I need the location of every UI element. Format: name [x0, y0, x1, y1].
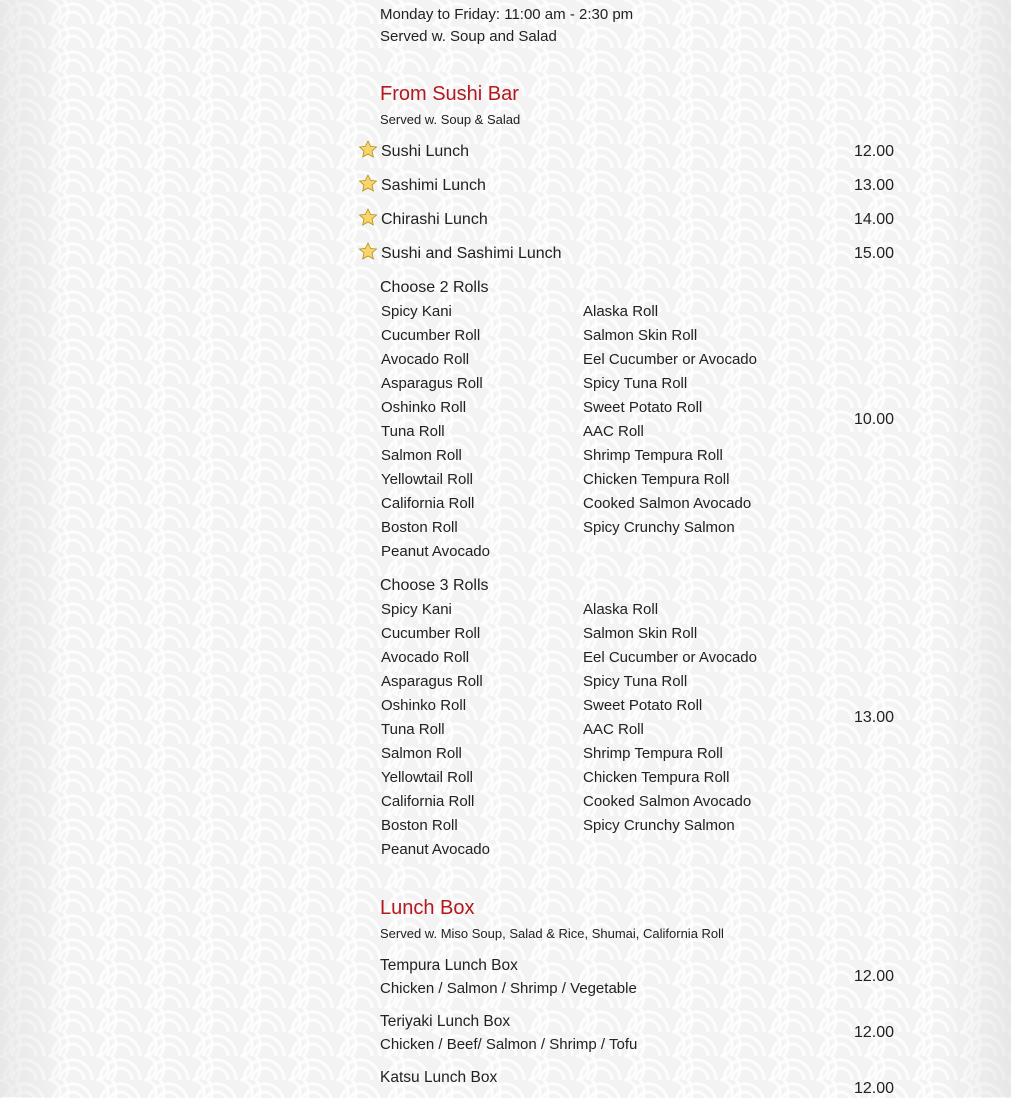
roll-option: Cooked Salmon Avocado — [583, 495, 752, 512]
roll-option: Chicken Tempura Roll — [583, 471, 730, 488]
roll-option: Chicken Tempura Roll — [583, 769, 730, 786]
roll-option: Shrimp Tempura Roll — [583, 447, 723, 464]
star-icon — [358, 208, 378, 226]
roll-option: Avocado Roll — [381, 351, 470, 368]
roll-option: Boston Roll — [381, 817, 458, 834]
roll-option: Oshinko Roll — [381, 399, 467, 416]
roll-option: Salmon Skin Roll — [583, 327, 698, 344]
roll-option: Shrimp Tempura Roll — [583, 745, 723, 762]
roll-group-price: 10.00 — [854, 411, 895, 428]
lunch-box-price: 12.00 — [854, 968, 895, 985]
roll-option: Spicy Kani — [381, 601, 452, 618]
menu-item-price: 12.00 — [854, 143, 895, 160]
roll-option: California Roll — [381, 495, 475, 512]
left-edge-shade — [0, 0, 70, 1097]
lunch-box-name: Teriyaki Lunch Box — [380, 1013, 511, 1030]
section-subtitle-lunch-box: Served w. Miso Soup, Salad & Rice, Shumai, California Roll — [380, 926, 724, 941]
roll-option: Avocado Roll — [381, 649, 470, 666]
lunch-box-name: Tempura Lunch Box — [380, 957, 518, 974]
menu-item-price: 15.00 — [854, 245, 895, 262]
roll-option: Spicy Tuna Roll — [583, 375, 688, 392]
served-with-line: Served w. Soup and Salad — [380, 28, 557, 45]
right-edge-shade — [941, 0, 1011, 1097]
roll-option: Peanut Avocado — [381, 543, 490, 560]
roll-option: Tuna Roll — [381, 423, 445, 440]
roll-option: Tuna Roll — [381, 721, 445, 738]
menu-item-price: 14.00 — [854, 211, 895, 228]
roll-option: Salmon Roll — [381, 447, 462, 464]
lunch-box-desc: Chicken / Beef/ Salmon / Shrimp / Tofu — [380, 1036, 638, 1053]
section-title-sushi-bar: From Sushi Bar — [380, 83, 519, 105]
menu-item-name: Sushi and Sashimi Lunch — [381, 245, 562, 262]
lunch-box-price: 12.00 — [854, 1080, 895, 1097]
star-icon — [358, 140, 378, 158]
star-icon — [358, 174, 378, 192]
roll-option: Salmon Skin Roll — [583, 625, 698, 642]
roll-option: Eel Cucumber or Avocado — [583, 649, 757, 666]
section-title-lunch-box: Lunch Box — [380, 897, 475, 919]
section-subtitle-sushi-bar: Served w. Soup & Salad — [380, 112, 521, 127]
roll-option: AAC Roll — [583, 721, 644, 738]
roll-option: Spicy Tuna Roll — [583, 673, 688, 690]
roll-option: Boston Roll — [381, 519, 458, 536]
menu-item-name: Chirashi Lunch — [381, 211, 488, 228]
roll-option: Asparagus Roll — [381, 673, 483, 690]
menu-item-name: Sashimi Lunch — [381, 177, 486, 194]
roll-option: Eel Cucumber or Avocado — [583, 351, 757, 368]
star-icon — [358, 242, 378, 260]
roll-option: Peanut Avocado — [381, 841, 490, 858]
roll-option: Cooked Salmon Avocado — [583, 793, 752, 810]
lunch-box-price: 12.00 — [854, 1024, 895, 1041]
hours-line: Monday to Friday: 11:00 am - 2:30 pm — [380, 6, 634, 23]
roll-option: California Roll — [381, 793, 475, 810]
roll-group-price: 13.00 — [854, 709, 895, 726]
roll-option: Yellowtail Roll — [381, 471, 473, 488]
menu-item-name: Sushi Lunch — [381, 143, 470, 160]
menu-item-price: 13.00 — [854, 177, 895, 194]
lunch-box-desc: Chicken / Salmon / Shrimp / Vegetable — [380, 980, 637, 997]
roll-option: Alaska Roll — [583, 303, 659, 320]
roll-option: AAC Roll — [583, 423, 644, 440]
roll-option: Spicy Crunchy Salmon — [583, 519, 735, 536]
roll-option: Spicy Crunchy Salmon — [583, 817, 735, 834]
roll-option: Yellowtail Roll — [381, 769, 473, 786]
roll-option: Sweet Potato Roll — [583, 697, 703, 714]
roll-option: Alaska Roll — [583, 601, 659, 618]
lunch-box-name: Katsu Lunch Box — [380, 1069, 498, 1086]
roll-option: Sweet Potato Roll — [583, 399, 703, 416]
roll-group-title: Choose 2 Rolls — [380, 279, 489, 296]
roll-option: Asparagus Roll — [381, 375, 483, 392]
roll-group-title: Choose 3 Rolls — [380, 577, 489, 594]
roll-option: Cucumber Roll — [381, 327, 481, 344]
roll-option: Spicy Kani — [381, 303, 452, 320]
roll-option: Oshinko Roll — [381, 697, 467, 714]
roll-option: Salmon Roll — [381, 745, 462, 762]
roll-option: Cucumber Roll — [381, 625, 481, 642]
